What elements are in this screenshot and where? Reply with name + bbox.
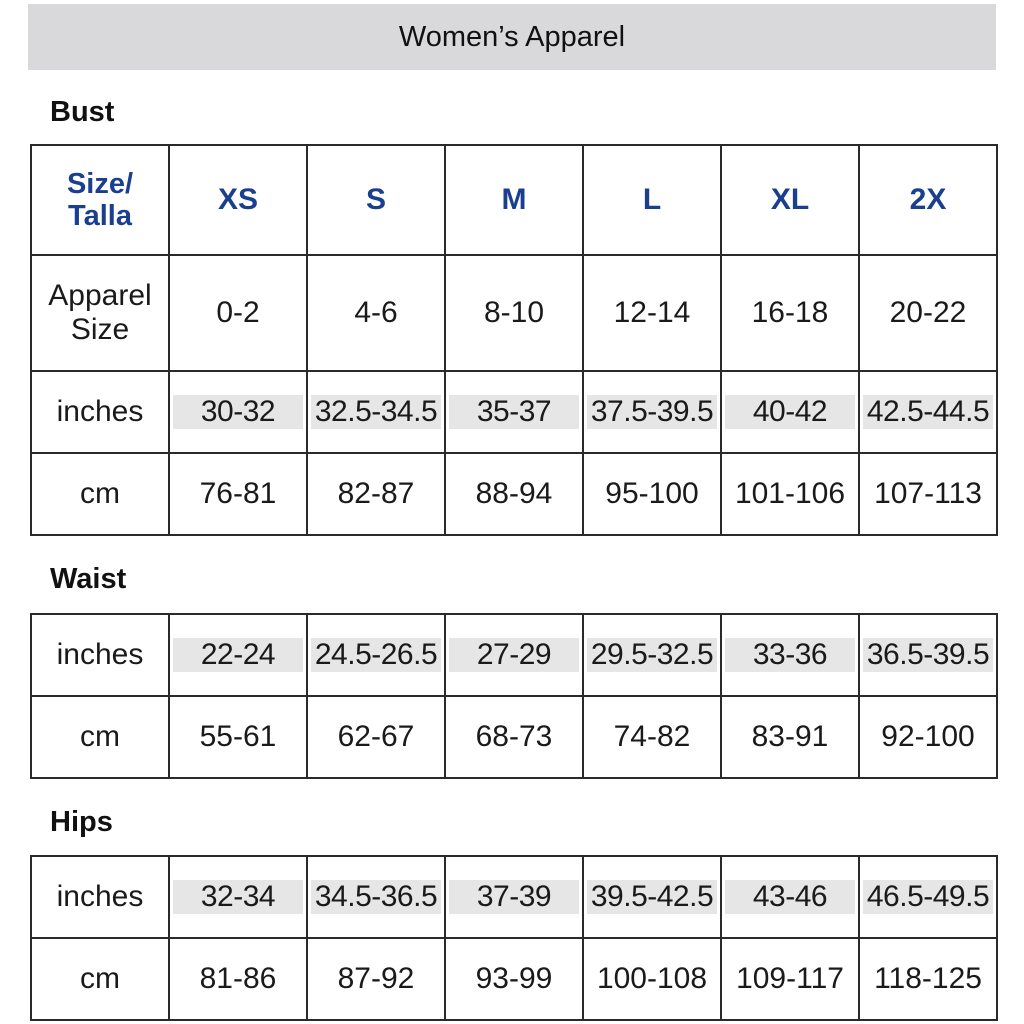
table-cell: 42.5-44.5 [859, 371, 997, 453]
table-cell: 32-34 [169, 856, 307, 938]
hips-inches-row [31, 856, 997, 938]
bust-cm-row [31, 453, 997, 535]
table-cell: 82-87 [307, 453, 445, 535]
table-cell: 76-81 [169, 453, 307, 535]
table-cell: 24.5-26.5 [307, 614, 445, 696]
row-label: inches [31, 856, 169, 938]
table-cell: 0-2 [169, 255, 307, 371]
size-header-cell: M [445, 145, 583, 255]
table-cell: 35-37 [445, 371, 583, 453]
bust-inches-row [31, 371, 997, 453]
size-header-row [31, 145, 997, 255]
table-cell: 107-113 [859, 453, 997, 535]
apparel-size-row [31, 255, 997, 371]
size-header-cell: 2X [859, 145, 997, 255]
hips-cm-row [31, 938, 997, 1020]
table-cell: 93-99 [445, 938, 583, 1020]
table-cell: 16-18 [721, 255, 859, 371]
table-cell: 32.5-34.5 [307, 371, 445, 453]
apparel-size-label: Apparel Size [31, 255, 169, 371]
row-label: inches [31, 614, 169, 696]
hips-table [30, 855, 998, 1021]
table-cell: 37.5-39.5 [583, 371, 721, 453]
page-title: Women’s Apparel [398, 20, 626, 53]
row-label: cm [31, 453, 169, 535]
waist-table [30, 613, 998, 779]
size-header-cell: XL [721, 145, 859, 255]
table-cell: 81-86 [169, 938, 307, 1020]
table-cell: 29.5-32.5 [583, 614, 721, 696]
bust-section-title: Bust [50, 96, 115, 128]
waist-cm-row [31, 696, 997, 778]
table-cell: 95-100 [583, 453, 721, 535]
row-label: inches [31, 371, 169, 453]
waist-section-title: Waist [50, 563, 127, 595]
table-cell: 27-29 [445, 614, 583, 696]
table-cell: 22-24 [169, 614, 307, 696]
table-cell: 39.5-42.5 [583, 856, 721, 938]
table-cell: 4-6 [307, 255, 445, 371]
row-label: cm [31, 938, 169, 1020]
table-cell: 43-46 [721, 856, 859, 938]
table-cell: 55-61 [169, 696, 307, 778]
table-cell: 92-100 [859, 696, 997, 778]
table-cell: 37-39 [445, 856, 583, 938]
table-cell: 33-36 [721, 614, 859, 696]
table-cell: 12-14 [583, 255, 721, 371]
table-cell: 74-82 [583, 696, 721, 778]
size-header-cell: L [583, 145, 721, 255]
table-cell: 87-92 [307, 938, 445, 1020]
row-label: cm [31, 696, 169, 778]
table-cell: 100-108 [583, 938, 721, 1020]
waist-inches-row [31, 614, 997, 696]
table-cell: 88-94 [445, 453, 583, 535]
table-cell: 30-32 [169, 371, 307, 453]
table-cell: 101-106 [721, 453, 859, 535]
bust-table [30, 144, 998, 536]
table-cell: 118-125 [859, 938, 997, 1020]
table-cell: 83-91 [721, 696, 859, 778]
table-cell: 20-22 [859, 255, 997, 371]
hips-section-title: Hips [50, 806, 113, 838]
size-header-cell: XS [169, 145, 307, 255]
table-cell: 109-117 [721, 938, 859, 1020]
table-cell: 36.5-39.5 [859, 614, 997, 696]
size-talla-header: Size/ Talla [31, 145, 169, 255]
table-cell: 34.5-36.5 [307, 856, 445, 938]
table-cell: 68-73 [445, 696, 583, 778]
table-cell: 8-10 [445, 255, 583, 371]
table-cell: 46.5-49.5 [859, 856, 997, 938]
table-cell: 40-42 [721, 371, 859, 453]
page-title-banner [28, 4, 996, 70]
table-cell: 62-67 [307, 696, 445, 778]
size-header-cell: S [307, 145, 445, 255]
